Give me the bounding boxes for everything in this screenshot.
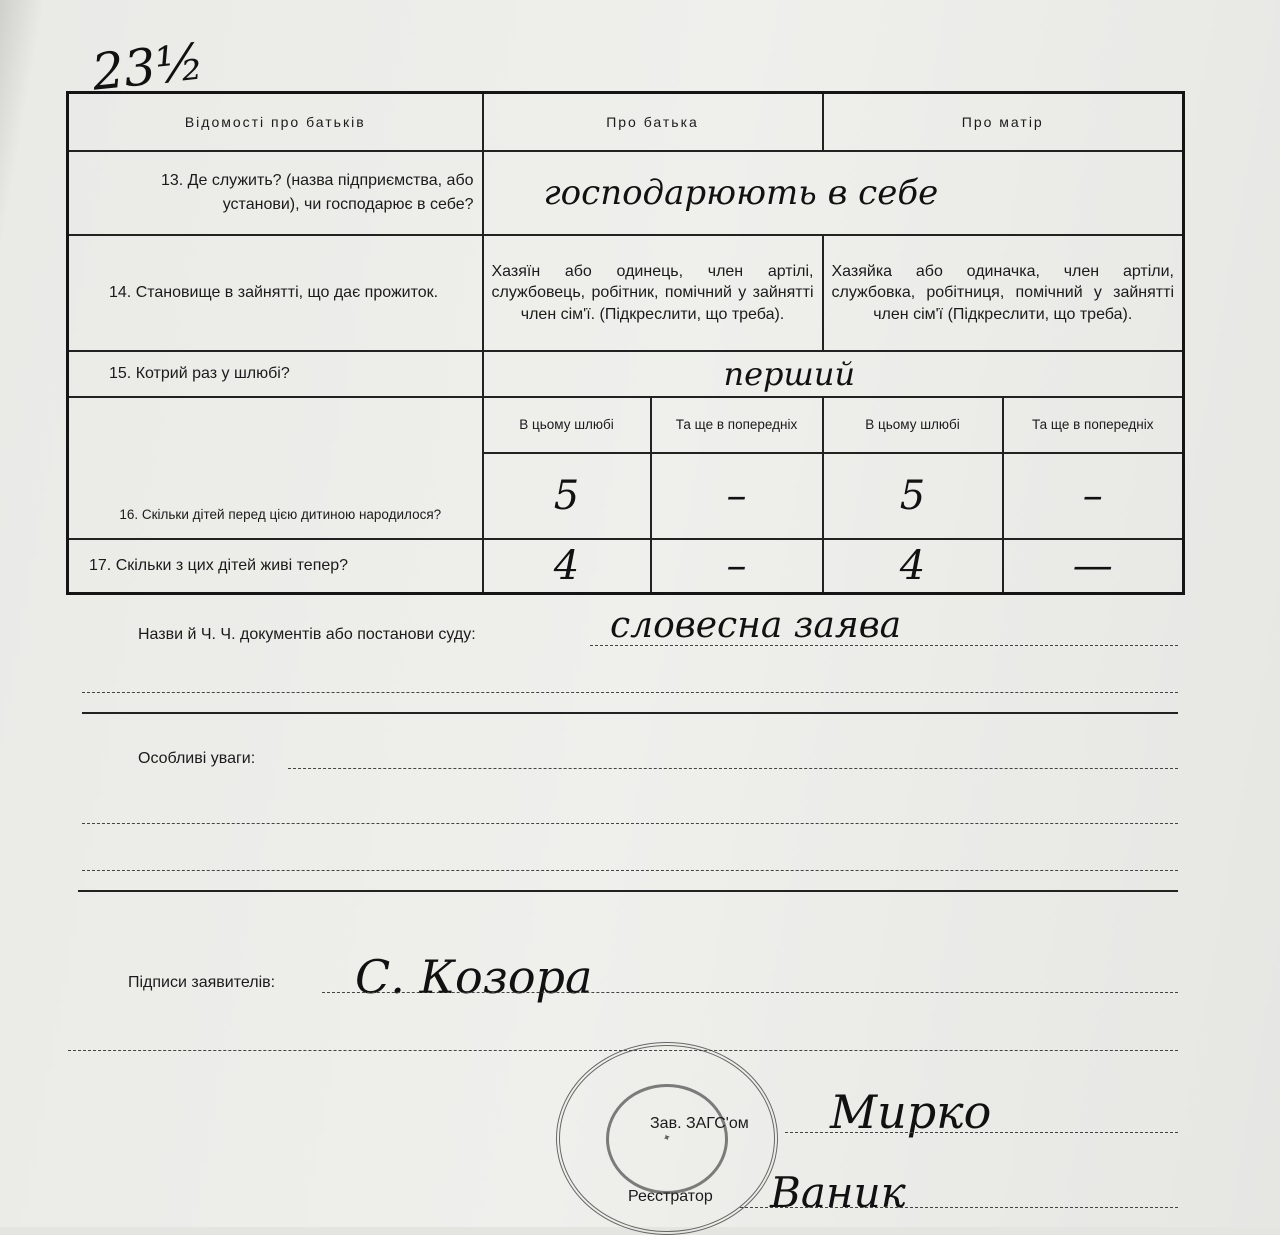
children-alive-father-this: 4 <box>483 539 651 594</box>
head-line <box>785 1132 1178 1133</box>
stamp-emblem-icon: ✦ <box>660 1131 674 1146</box>
children-born-mother-prev: – <box>1003 453 1184 539</box>
applicants-label: Підписи заявителів: <box>128 974 276 991</box>
children-alive-mother-prev: — <box>1003 539 1184 594</box>
children-alive-mother-this: 4 <box>823 539 1003 594</box>
header-mother: Про матір <box>823 93 1184 152</box>
remarks-line-2 <box>82 823 1178 824</box>
subheader-father-this-marriage: В цьому шлюбі <box>483 397 651 453</box>
row-15 <box>68 351 1184 397</box>
mother-occupation-options: Хазяйка або одиначка, член артіли, службовка, робітниця, помічний у зайнятті член сім'ї (Підкреслити, що треба). <box>823 235 1184 351</box>
row-17 <box>68 539 1184 594</box>
remarks-label: Особливі уваги: <box>138 750 256 767</box>
table-header-row <box>68 93 1184 152</box>
children-born-mother-this: 5 <box>823 453 1003 539</box>
documents-line <box>590 645 1178 646</box>
subheader-mother-previous: Та ще в попередніх <box>1003 397 1184 453</box>
subheader-father-previous: Та ще в попередніх <box>651 397 823 453</box>
children-alive-father-prev: – <box>651 539 823 594</box>
divider-2 <box>78 890 1178 892</box>
registrar-signature: Ваник <box>770 1168 906 1217</box>
children-born-father-this: 5 <box>483 453 651 539</box>
applicants-line <box>322 992 1178 993</box>
documents-label: Назви й Ч. Ч. документів або постанови суду: <box>138 626 476 643</box>
page-number: 23½ <box>89 32 207 102</box>
question-16: 16. Скільки дітей перед цією дитиною народилося? <box>68 397 483 539</box>
children-subheader-row <box>68 397 1184 453</box>
answer-15: перший <box>483 351 1184 397</box>
divider <box>82 712 1178 714</box>
question-13: 13. Де служить? (назва підприємства, або установи), чи господарює в себе? <box>68 151 483 235</box>
applicants-signature: С. Козора <box>355 950 593 1004</box>
remarks-line <box>288 768 1178 769</box>
answer-13: господарюють в себе <box>483 151 1184 235</box>
header-father: Про батька <box>483 93 823 152</box>
head-signature: Мирко <box>830 1085 992 1139</box>
registrar-label: Реєстратор <box>628 1188 713 1205</box>
question-15: 15. Котрий раз у шлюбі? <box>68 351 483 397</box>
documents-line-2 <box>82 692 1178 693</box>
question-17: 17. Скільки з цих дітей живі тепер? <box>68 539 483 594</box>
remarks-line-3 <box>82 870 1178 871</box>
documents-value: словесна заява <box>610 605 902 646</box>
subheader-mother-this-marriage: В цьому шлюбі <box>823 397 1003 453</box>
header-about: Відомості про батьків <box>68 93 483 152</box>
row-14 <box>68 235 1184 351</box>
head-label: Зав. ЗАГС'ом <box>650 1115 749 1132</box>
question-14: 14. Становище в зайнятті, що дає прожиток. <box>68 235 483 351</box>
parents-info-table <box>66 91 1185 595</box>
father-occupation-options: Хазяїн або одинець, член артілі, службовець, робітник, помічний у зайнятті член сім'ї. (Підкреслити, що треба). <box>483 235 823 351</box>
stamp-inner-ring <box>606 1084 728 1194</box>
row-13 <box>68 151 1184 235</box>
children-born-father-prev: – <box>651 453 823 539</box>
registrar-line <box>740 1207 1178 1208</box>
